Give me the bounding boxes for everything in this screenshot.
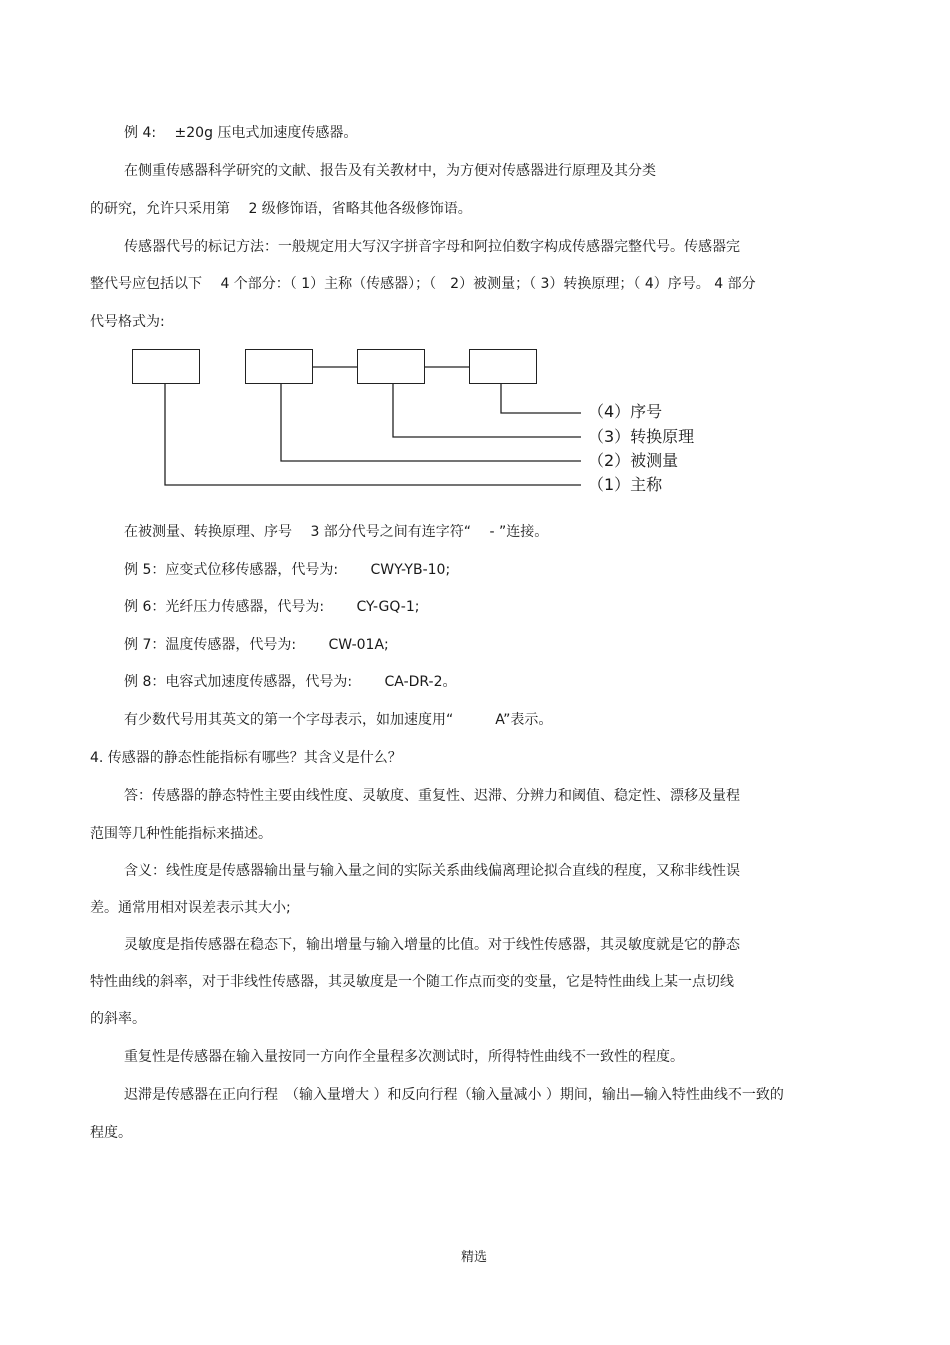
example-4-line: 例 4: ±20g 压电式加速度传感器。 xyxy=(124,125,358,141)
paragraph-line: 在侧重传感器科学研究的文献、报告及有关教材中，为方便对传感器进行原理及其分类 xyxy=(124,163,656,179)
answer-line: 含义：线性度是传感器输出量与输入量之间的实际关系曲线偏离理论拟合直线的程度，又称非线性误 xyxy=(124,863,740,879)
diagram-connectors xyxy=(0,0,950,520)
question-heading: 4. 传感器的静态性能指标有哪些？其含义是什么？ xyxy=(90,750,402,766)
paragraph-line: 整代号应包括以下 4 个部分：（ 1）主称（传感器）；（ 2）被测量；（ 3）转换原理；（ 4）序号。 4 部分 xyxy=(90,276,756,292)
answer-line: 迟滞是传感器在正向行程 （输入量增大 ）和反向行程（输入量减小 ）期间，输出—输入特性曲线不一致的 xyxy=(124,1087,784,1103)
page-footer: 精选 xyxy=(461,1250,488,1265)
example-6-line: 例 6：光纤压力传感器，代号为: CY-GQ-1; xyxy=(124,599,420,615)
diagram-label-measurand: （2）被测量 xyxy=(588,451,679,470)
answer-line: 灵敏度是指传感器在稳态下，输出增量与输入增量的比值。对于线性传感器，其灵敏度就是它的静态 xyxy=(124,937,740,953)
paragraph-line: 的研究，允许只采用第 2 级修饰语，省略其他各级修饰语。 xyxy=(90,201,472,217)
diagram-label-serial: （4）序号 xyxy=(588,402,663,421)
answer-line: 差。通常用相对误差表示其大小; xyxy=(90,900,291,916)
example-7-line: 例 7：温度传感器，代号为: CW-01A; xyxy=(124,637,389,653)
diagram-label-main-name: （1）主称 xyxy=(588,475,663,494)
answer-line: 特性曲线的斜率，对于非线性传感器，其灵敏度是一个随工作点而变的变量，它是特性曲线上某一点切线 xyxy=(90,974,734,990)
paragraph-line: 传感器代号的标记方法：一般规定用大写汉字拼音字母和阿拉伯数字构成传感器完整代号。传感器完 xyxy=(124,239,740,255)
paragraph-line: 有少数代号用其英文的第一个字母表示，如加速度用“ A”表示。 xyxy=(124,712,553,728)
answer-line: 范围等几种性能指标来描述。 xyxy=(90,826,272,842)
answer-line: 答：传感器的静态特性主要由线性度、灵敏度、重复性、迟滞、分辨力和阈值、稳定性、漂移及量程 xyxy=(124,788,740,804)
diagram-label-principle: （3）转换原理 xyxy=(588,427,695,446)
answer-line: 程度。 xyxy=(90,1125,132,1141)
answer-line: 的斜率。 xyxy=(90,1011,146,1027)
example-5-line: 例 5：应变式位移传感器，代号为: CWY-YB-10; xyxy=(124,562,451,578)
paragraph-line: 在被测量、转换原理、序号 3 部分代号之间有连字符“ - ”连接。 xyxy=(124,524,549,540)
answer-line: 重复性是传感器在输入量按同一方向作全量程多次测试时，所得特性曲线不一致性的程度。 xyxy=(124,1049,684,1065)
paragraph-line: 代号格式为: xyxy=(90,314,165,330)
example-8-line: 例 8：电容式加速度传感器，代号为: CA-DR-2。 xyxy=(124,674,457,690)
